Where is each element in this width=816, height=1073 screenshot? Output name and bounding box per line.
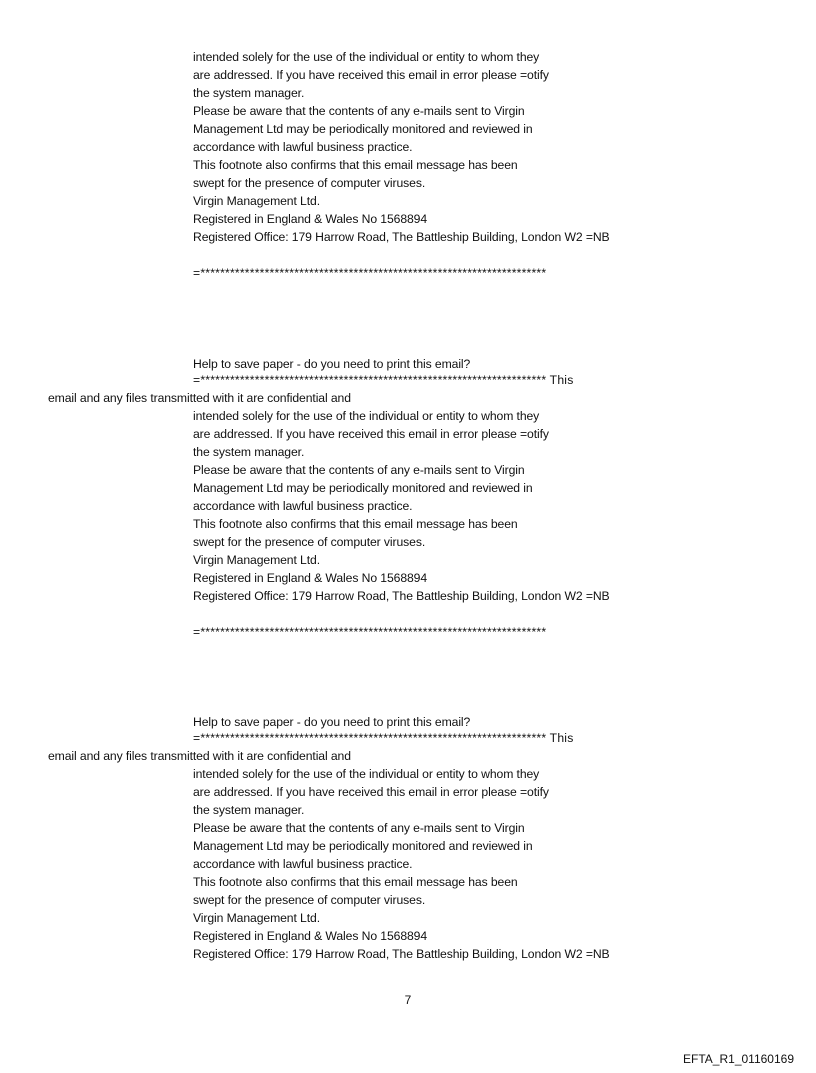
document-reference: EFTA_R1_01160169 [683, 1052, 794, 1066]
disclaimer-line: Please be aware that the contents of any e-mails sent to Virgin [193, 821, 525, 835]
wrap-line: email and any files transmitted with it are confidential and [48, 749, 351, 763]
disclaimer-line: Management Ltd may be periodically monitored and reviewed in [193, 481, 533, 495]
disclaimer-line: Registered in England & Wales No 1568894 [193, 929, 428, 943]
disclaimer-line: Please be aware that the contents of any e-mails sent to Virgin [193, 463, 525, 477]
disclaimer-line: Management Ltd may be periodically monitored and reviewed in [193, 122, 533, 136]
disclaimer-line: swept for the presence of computer viruses. [193, 893, 426, 907]
disclaimer-line: swept for the presence of computer viruses. [193, 176, 426, 190]
disclaimer-line: the system manager. [193, 445, 305, 459]
disclaimer-line: intended solely for the use of the individual or entity to whom they [193, 767, 540, 781]
disclaimer-line: This footnote also confirms that this email message has been [193, 875, 518, 889]
disclaimer-line: intended solely for the use of the individual or entity to whom they [193, 409, 540, 423]
disclaimer-line: Registered Office: 179 Harrow Road, The Battleship Building, London W2 =NB [193, 947, 610, 961]
page-number: 7 [404, 993, 412, 1007]
disclaimer-line: Registered in England & Wales No 1568894 [193, 571, 428, 585]
disclaimer-line: Virgin Management Ltd. [193, 194, 320, 208]
separator-line: =********************************************************************** [193, 266, 547, 280]
disclaimer-line: swept for the presence of computer viruses. [193, 535, 426, 549]
disclaimer-line: Registered Office: 179 Harrow Road, The Battleship Building, London W2 =NB [193, 230, 610, 244]
disclaimer-line: accordance with lawful business practice. [193, 857, 413, 871]
disclaimer-line: the system manager. [193, 803, 305, 817]
disclaimer-line: the system manager. [193, 86, 305, 100]
help-line: Help to save paper - do you need to print this email? [193, 357, 471, 371]
disclaimer-line: This footnote also confirms that this email message has been [193, 158, 518, 172]
disclaimer-line: Virgin Management Ltd. [193, 553, 320, 567]
disclaimer-line: accordance with lawful business practice. [193, 140, 413, 154]
disclaimer-line: are addressed. If you have received this email in error please =otify [193, 785, 549, 799]
help-line: Help to save paper - do you need to print this email? [193, 715, 471, 729]
disclaimer-line: intended solely for the use of the individual or entity to whom they [193, 50, 540, 64]
stars-line: =********************************************************************** This [193, 373, 574, 387]
disclaimer-line: Virgin Management Ltd. [193, 911, 320, 925]
disclaimer-line: This footnote also confirms that this email message has been [193, 517, 518, 531]
wrap-line: email and any files transmitted with it are confidential and [48, 391, 351, 405]
disclaimer-line: Please be aware that the contents of any e-mails sent to Virgin [193, 104, 525, 118]
separator-line: =********************************************************************** [193, 625, 547, 639]
disclaimer-line: Registered Office: 179 Harrow Road, The Battleship Building, London W2 =NB [193, 589, 610, 603]
disclaimer-line: are addressed. If you have received this email in error please =otify [193, 68, 549, 82]
stars-line: =********************************************************************** This [193, 731, 574, 745]
disclaimer-line: are addressed. If you have received this email in error please =otify [193, 427, 549, 441]
disclaimer-line: accordance with lawful business practice. [193, 499, 413, 513]
disclaimer-line: Registered in England & Wales No 1568894 [193, 212, 428, 226]
disclaimer-line: Management Ltd may be periodically monitored and reviewed in [193, 839, 533, 853]
